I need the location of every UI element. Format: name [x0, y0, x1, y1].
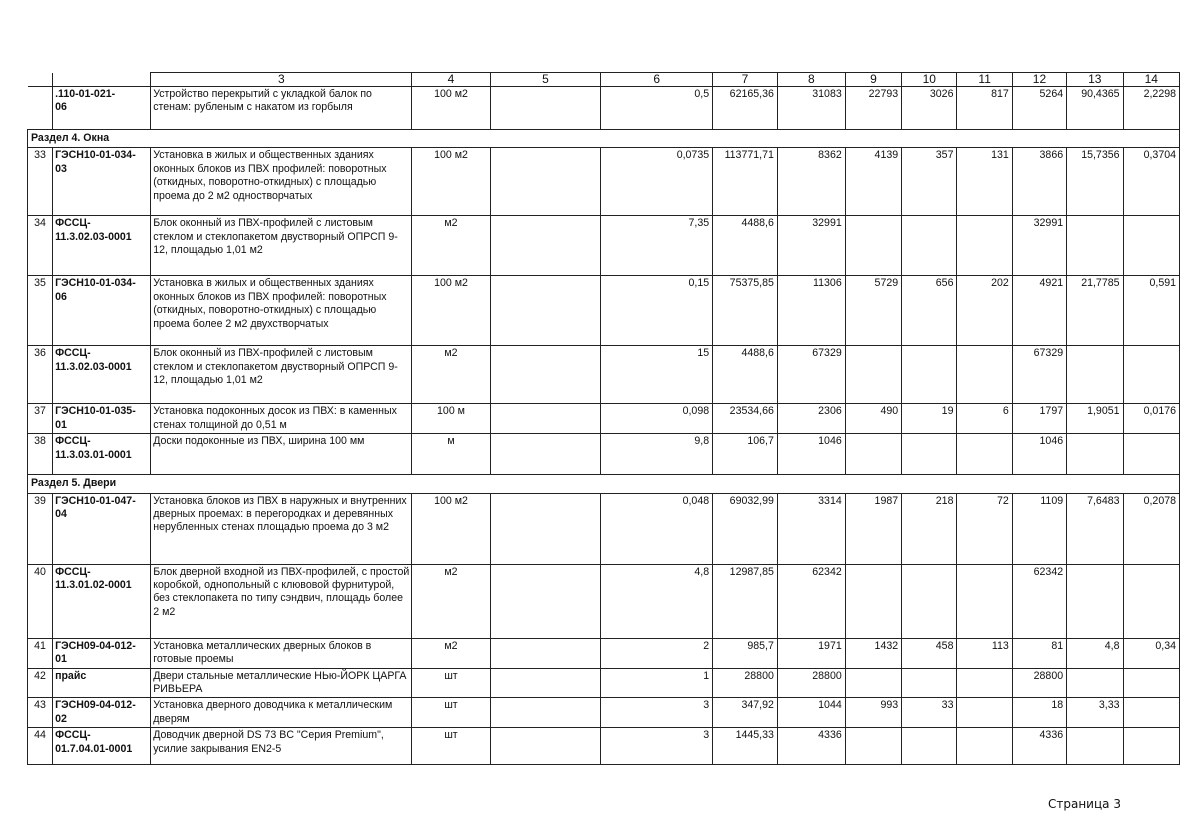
value-cell: 11306 [777, 276, 845, 346]
column-number-row [28, 73, 1180, 87]
estimate-table [27, 72, 1180, 765]
table-row [28, 276, 1180, 346]
header-cell: 5 [490, 73, 601, 87]
table-row [28, 668, 1180, 698]
value-cell [1123, 434, 1180, 475]
table-row [28, 564, 1180, 638]
value-cell [902, 216, 957, 276]
value-cell: 23534,66 [713, 404, 778, 434]
header-cell: 13 [1067, 73, 1123, 87]
value-cell [902, 434, 957, 475]
code-line: ГЭСН09-04-012- [55, 699, 136, 712]
unit-cell: 100 м2 [412, 87, 490, 130]
value-cell: 0,591 [1123, 276, 1180, 346]
header-cell-blank [53, 73, 151, 87]
value-cell: 75375,85 [713, 276, 778, 346]
section-header-row [28, 475, 1180, 493]
value-cell: 4,8 [1067, 638, 1123, 668]
row-number-cell: 33 [28, 148, 53, 216]
estimate-sheet [27, 72, 1180, 765]
value-cell: 1971 [777, 638, 845, 668]
code-line: ФССЦ- [55, 217, 91, 230]
value-cell: 1044 [777, 698, 845, 728]
unit-cell: 100 м [412, 404, 490, 434]
value-cell: 0,15 [601, 276, 713, 346]
value-cell: 2306 [777, 404, 845, 434]
value-cell [1123, 564, 1180, 638]
value-cell [957, 564, 1012, 638]
value-cell [902, 346, 957, 404]
value-cell: 357 [902, 148, 957, 216]
value-cell: 28800 [1012, 668, 1066, 698]
row-number-cell: 37 [28, 404, 53, 434]
value-cell: 32991 [777, 216, 845, 276]
value-cell [902, 728, 957, 765]
value-cell: 4139 [845, 148, 901, 216]
unit-cell: 100 м2 [412, 276, 490, 346]
value-cell [845, 728, 901, 765]
value-cell [1067, 564, 1123, 638]
value-cell: 218 [902, 493, 957, 564]
value-cell: 28800 [777, 668, 845, 698]
value-cell [490, 216, 601, 276]
value-cell: 18 [1012, 698, 1066, 728]
value-cell: 1 [601, 668, 713, 698]
value-cell: 347,92 [713, 698, 778, 728]
value-cell: 817 [957, 87, 1012, 130]
value-cell: 67329 [1012, 346, 1066, 404]
row-number-cell: 34 [28, 216, 53, 276]
unit-cell: шт [412, 728, 490, 765]
value-cell [490, 564, 601, 638]
description-cell: Двери стальные металлические НЬю-ЙОРК ЦАРГА РИВЬЕРА [151, 668, 412, 698]
value-cell: 0,34 [1123, 638, 1180, 668]
value-cell: 3,33 [1067, 698, 1123, 728]
row-number-cell: 35 [28, 276, 53, 346]
table-row [28, 87, 1180, 130]
value-cell: 7,35 [601, 216, 713, 276]
unit-cell: м2 [412, 346, 490, 404]
value-cell [1123, 346, 1180, 404]
header-cell: 8 [777, 73, 845, 87]
table-row [28, 216, 1180, 276]
code-line: 01.7.04.01-0001 [55, 742, 133, 755]
row-number-cell: 40 [28, 564, 53, 638]
table-row [28, 728, 1180, 765]
value-cell: 993 [845, 698, 901, 728]
row-number-cell: 39 [28, 493, 53, 564]
description-cell: Блок оконный из ПВХ-профилей с листовым стеклом и стеклопакетом двустворный ОПРСП 9-12, площадью 1,01 м2 [151, 216, 412, 276]
value-cell: 0,2078 [1123, 493, 1180, 564]
code-line: ГЭСН10-01-035- [55, 405, 136, 418]
table-row [28, 148, 1180, 216]
code-line: ГЭСН09-04-012- [55, 639, 136, 652]
value-cell: 4488,6 [713, 346, 778, 404]
value-cell: 12987,85 [713, 564, 778, 638]
value-cell: 3 [601, 728, 713, 765]
code-cell [53, 698, 151, 728]
code-line: 11.3.03.01-0001 [55, 448, 132, 461]
value-cell: 4336 [777, 728, 845, 765]
description-cell: Блок оконный из ПВХ-профилей с листовым стеклом и стеклопакетом двустворный ОПРСП 9-12, площадью 1,01 м2 [151, 346, 412, 404]
value-cell [1123, 728, 1180, 765]
code-cell [53, 638, 151, 668]
table-row [28, 698, 1180, 728]
value-cell: 67329 [777, 346, 845, 404]
value-cell: 202 [957, 276, 1012, 346]
value-cell: 0,5 [601, 87, 713, 130]
value-cell [845, 668, 901, 698]
value-cell: 0,0735 [601, 148, 713, 216]
value-cell [957, 434, 1012, 475]
value-cell: 31083 [777, 87, 845, 130]
code-line: ГЭСН10-01-034- [55, 277, 136, 290]
section-title: Раздел 4. Окна [28, 130, 1180, 148]
page-number: Страница 3 [1048, 797, 1121, 811]
value-cell [845, 564, 901, 638]
value-cell: 1432 [845, 638, 901, 668]
value-cell: 7,6483 [1067, 493, 1123, 564]
code-line: 01 [55, 653, 67, 666]
value-cell: 62342 [777, 564, 845, 638]
table-row [28, 434, 1180, 475]
value-cell [902, 564, 957, 638]
row-number-cell: 41 [28, 638, 53, 668]
unit-cell: м2 [412, 216, 490, 276]
value-cell: 15,7356 [1067, 148, 1123, 216]
unit-cell: м2 [412, 638, 490, 668]
code-cell [53, 346, 151, 404]
value-cell: 113771,71 [713, 148, 778, 216]
code-cell [53, 148, 151, 216]
value-cell: 4921 [1012, 276, 1066, 346]
value-cell: 69032,99 [713, 493, 778, 564]
value-cell: 21,7785 [1067, 276, 1123, 346]
value-cell: 1109 [1012, 493, 1066, 564]
header-cell: 3 [151, 73, 412, 87]
table-row [28, 346, 1180, 404]
value-cell [1123, 216, 1180, 276]
value-cell: 19 [902, 404, 957, 434]
value-cell: 22793 [845, 87, 901, 130]
value-cell [845, 434, 901, 475]
unit-cell: м [412, 434, 490, 475]
value-cell: 3866 [1012, 148, 1066, 216]
table-row [28, 493, 1180, 564]
value-cell: 81 [1012, 638, 1066, 668]
value-cell [490, 638, 601, 668]
value-cell: 2,2298 [1123, 87, 1180, 130]
value-cell: 5729 [845, 276, 901, 346]
code-cell [53, 668, 151, 698]
value-cell: 8362 [777, 148, 845, 216]
table-row [28, 638, 1180, 668]
code-line: 11.3.01.02-0001 [55, 579, 132, 592]
value-cell: 1797 [1012, 404, 1066, 434]
description-cell: Установка блоков из ПВХ в наружных и внутренних дверных проемах: в перегородках и деревянных нерубленных стенах площадью проема до 3 м2 [151, 493, 412, 564]
value-cell: 0,0176 [1123, 404, 1180, 434]
header-cell: 11 [957, 73, 1012, 87]
value-cell: 0,098 [601, 404, 713, 434]
description-cell: Установка дверного доводчика к металлическим дверям [151, 698, 412, 728]
value-cell: 458 [902, 638, 957, 668]
value-cell [957, 668, 1012, 698]
value-cell: 1987 [845, 493, 901, 564]
code-line: ФССЦ- [55, 565, 91, 578]
value-cell: 62165,36 [713, 87, 778, 130]
code-cell: .110-01-021- 06 [53, 87, 151, 130]
description-cell: Установка в жилых и общественных зданиях оконных блоков из ПВХ профилей: поворотных (откидных, поворотно-откидных) с площадью проема до 2 м2 одностворчатых [151, 148, 412, 216]
value-cell [490, 346, 601, 404]
code-line: ГЭСН10-01-034- [55, 149, 136, 162]
description-cell: Установка подоконных досок из ПВХ: в каменных стенах толщиной до 0,51 м [151, 404, 412, 434]
value-cell: 32991 [1012, 216, 1066, 276]
value-cell [1067, 728, 1123, 765]
code-cell [53, 404, 151, 434]
code-line: 04 [55, 508, 67, 521]
value-cell: 28800 [713, 668, 778, 698]
code-line: 02 [55, 712, 67, 725]
code-line: ФССЦ- [55, 347, 91, 360]
value-cell: 3314 [777, 493, 845, 564]
unit-cell: шт [412, 668, 490, 698]
row-number-cell: 36 [28, 346, 53, 404]
value-cell: 131 [957, 148, 1012, 216]
code-cell [53, 434, 151, 475]
header-cell: 9 [845, 73, 901, 87]
value-cell: 9,8 [601, 434, 713, 475]
description-cell: Установка металлических дверных блоков в готовые проемы [151, 638, 412, 668]
value-cell [957, 346, 1012, 404]
value-cell: 5264 [1012, 87, 1066, 130]
value-cell [490, 87, 601, 130]
value-cell: 0,3704 [1123, 148, 1180, 216]
value-cell: 0,048 [601, 493, 713, 564]
header-cell: 14 [1123, 73, 1180, 87]
header-cell: 6 [601, 73, 713, 87]
unit-cell: 100 м2 [412, 148, 490, 216]
code-line: 11.3.02.03-0001 [55, 360, 132, 373]
code-cell [53, 276, 151, 346]
code-cell [53, 216, 151, 276]
value-cell [490, 434, 601, 475]
value-cell [957, 216, 1012, 276]
value-cell: 113 [957, 638, 1012, 668]
description-cell: Устройство перекрытий с укладкой балок по стенам: рубленым с накатом из горбыля [151, 87, 412, 130]
code-line: 03 [55, 162, 67, 175]
header-cell: 10 [902, 73, 957, 87]
value-cell [957, 728, 1012, 765]
code-line: 11.3.02.03-0001 [55, 230, 132, 243]
code-cell [53, 493, 151, 564]
code-line: ГЭСН10-01-047- [55, 494, 136, 507]
value-cell [490, 493, 601, 564]
value-cell [1067, 668, 1123, 698]
value-cell: 1046 [1012, 434, 1066, 475]
value-cell: 1445,33 [713, 728, 778, 765]
code-line: прайс [55, 669, 87, 682]
value-cell: 6 [957, 404, 1012, 434]
header-cell: 7 [713, 73, 778, 87]
header-cell: 12 [1012, 73, 1066, 87]
unit-cell: шт [412, 698, 490, 728]
row-number-cell: 43 [28, 698, 53, 728]
section-header-row [28, 130, 1180, 148]
code-line: ФССЦ- [55, 435, 91, 448]
table-row [28, 404, 1180, 434]
value-cell [490, 404, 601, 434]
description-cell: Доски подоконные из ПВХ, ширина 100 мм [151, 434, 412, 475]
row-number-cell: 44 [28, 728, 53, 765]
value-cell: 90,4365 [1067, 87, 1123, 130]
value-cell [490, 698, 601, 728]
header-cell: 4 [412, 73, 490, 87]
row-number-cell: 42 [28, 668, 53, 698]
value-cell [902, 668, 957, 698]
description-cell: Доводчик дверной DS 73 BC "Серия Premium", усилие закрывания EN2-5 [151, 728, 412, 765]
value-cell: 985,7 [713, 638, 778, 668]
value-cell [490, 276, 601, 346]
value-cell: 4488,6 [713, 216, 778, 276]
header-cell-blank [28, 73, 53, 87]
unit-cell: м2 [412, 564, 490, 638]
row-number-cell: 38 [28, 434, 53, 475]
value-cell: 4336 [1012, 728, 1066, 765]
code-line: 01 [55, 418, 67, 431]
value-cell [490, 728, 601, 765]
value-cell [490, 148, 601, 216]
value-cell: 3026 [902, 87, 957, 130]
value-cell: 656 [902, 276, 957, 346]
value-cell [1067, 346, 1123, 404]
code-line: ФССЦ- [55, 729, 91, 742]
value-cell: 1046 [777, 434, 845, 475]
value-cell [1067, 216, 1123, 276]
value-cell: 62342 [1012, 564, 1066, 638]
value-cell [1123, 698, 1180, 728]
description-cell: Установка в жилых и общественных зданиях оконных блоков из ПВХ профилей: поворотных (откидных, поворотно-откидных) с площадью проема более 2 м2 двухстворчатых [151, 276, 412, 346]
description-cell: Блок дверной входной из ПВХ-профилей, с простой коробкой, однопольный с клювовой фурнитурой, без стеклопакета по типу сэндвич, площадь более 2 м2 [151, 564, 412, 638]
value-cell: 2 [601, 638, 713, 668]
value-cell: 490 [845, 404, 901, 434]
value-cell [845, 216, 901, 276]
row-number-cell [28, 87, 53, 130]
value-cell [957, 698, 1012, 728]
code-cell [53, 564, 151, 638]
value-cell [845, 346, 901, 404]
value-cell: 33 [902, 698, 957, 728]
code-cell [53, 728, 151, 765]
value-cell [490, 668, 601, 698]
section-title: Раздел 5. Двери [28, 475, 1180, 493]
value-cell: 3 [601, 698, 713, 728]
unit-cell: 100 м2 [412, 493, 490, 564]
value-cell [1123, 668, 1180, 698]
value-cell: 106,7 [713, 434, 778, 475]
value-cell: 72 [957, 493, 1012, 564]
value-cell [1067, 434, 1123, 475]
value-cell: 4,8 [601, 564, 713, 638]
value-cell: 1,9051 [1067, 404, 1123, 434]
value-cell: 15 [601, 346, 713, 404]
code-line: 06 [55, 290, 67, 303]
